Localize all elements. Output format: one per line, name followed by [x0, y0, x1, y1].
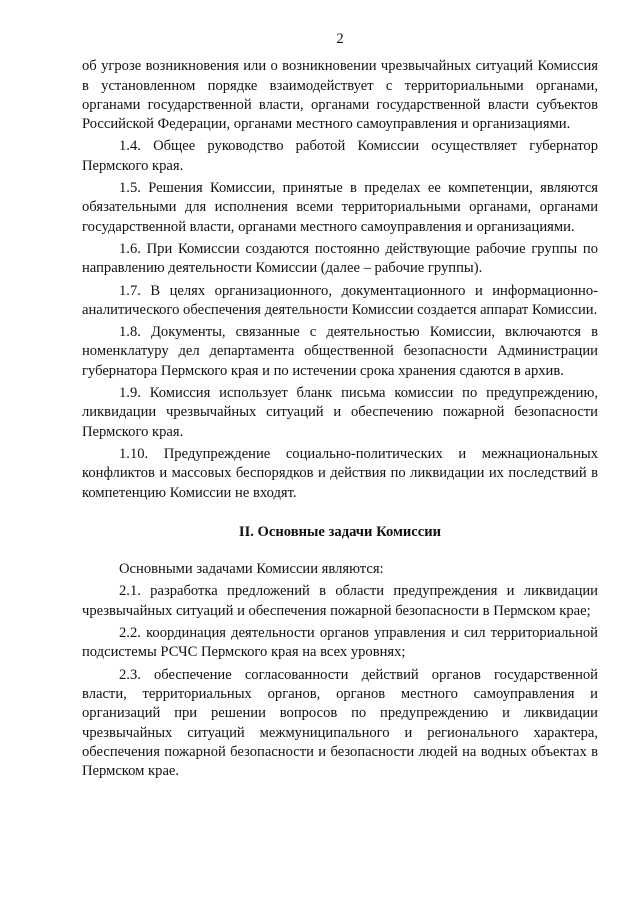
paragraph: 1.6. При Комиссии создаются постоянно действующие рабочие группы по направлению деятельности Комиссии (далее – рабочие группы). — [82, 240, 598, 277]
paragraph: 1.9. Комиссия использует бланк письма комиссии по предупреждению, ликвидации чрезвычайных ситуаций и обеспечению пожарной безопасности Пермского края. — [82, 385, 598, 440]
paragraph: 2.3. обеспечение согласованности действий органов государственной власти, территориальных органов, органов местного самоуправления и организаций при решении вопросов по предупреждению и ликвидации чрезвычайных ситуаций межмуниципального и регионального характера, обеспечения пожарной безопасности и безопасности людей на водных объектах в Пермском крае. — [82, 666, 598, 780]
paragraph: 1.8. Документы, связанные с деятельностью Комиссии, включаются в номенклатуру дел департамента общественной безопасности Администрации губернатора Пермского края и по истечении срока хранения сдаются в архив. — [82, 324, 598, 379]
section-heading: II. Основные задачи Комиссии — [238, 523, 442, 540]
paragraph: 1.10. Предупреждение социально-политических и межнациональных конфликтов и массовых беспорядков и действия по ликвидации их последствий в компетенцию Комиссии не входят. — [82, 445, 598, 501]
document-page — [82, 30, 598, 781]
paragraph: 1.7. В целях организационного, документационного и информационно-аналитического обеспечения деятельности Комиссии создается аппарат Комиссии. — [82, 282, 598, 318]
paragraph: об угрозе возникновения или о возникновении чрезвычайных ситуаций Комиссия в установленном порядке взаимодействует с территориальными органами, органами государственной власти, органами государственной власти субъектов Российской Федерации, органами местного самоуправления и организациями. — [82, 58, 598, 133]
paragraphs-before — [82, 57, 598, 503]
page-number: 2 — [336, 31, 344, 47]
paragraph: 2.1. разработка предложений в области предупреждения и ликвидации чрезвычайных ситуаций и обеспечения пожарной безопасности в Пермском крае; — [82, 583, 598, 619]
paragraphs-after — [82, 560, 598, 781]
paragraph: 2.2. координация деятельности органов управления и сил территориальной подсистемы РСЧС Пермского края на всех уровнях; — [82, 625, 598, 661]
paragraph: 1.5. Решения Комиссии, принятые в пределах ее компетенции, являются обязательными для исполнения всеми территориальными органами, органами государственной власти, органами местного самоуправления и организациями. — [82, 180, 598, 235]
paragraph: 1.4. Общее руководство работой Комиссии осуществляет губернатор Пермского края. — [82, 138, 598, 174]
paragraph: Основными задачами Комиссии являются: — [119, 561, 384, 578]
